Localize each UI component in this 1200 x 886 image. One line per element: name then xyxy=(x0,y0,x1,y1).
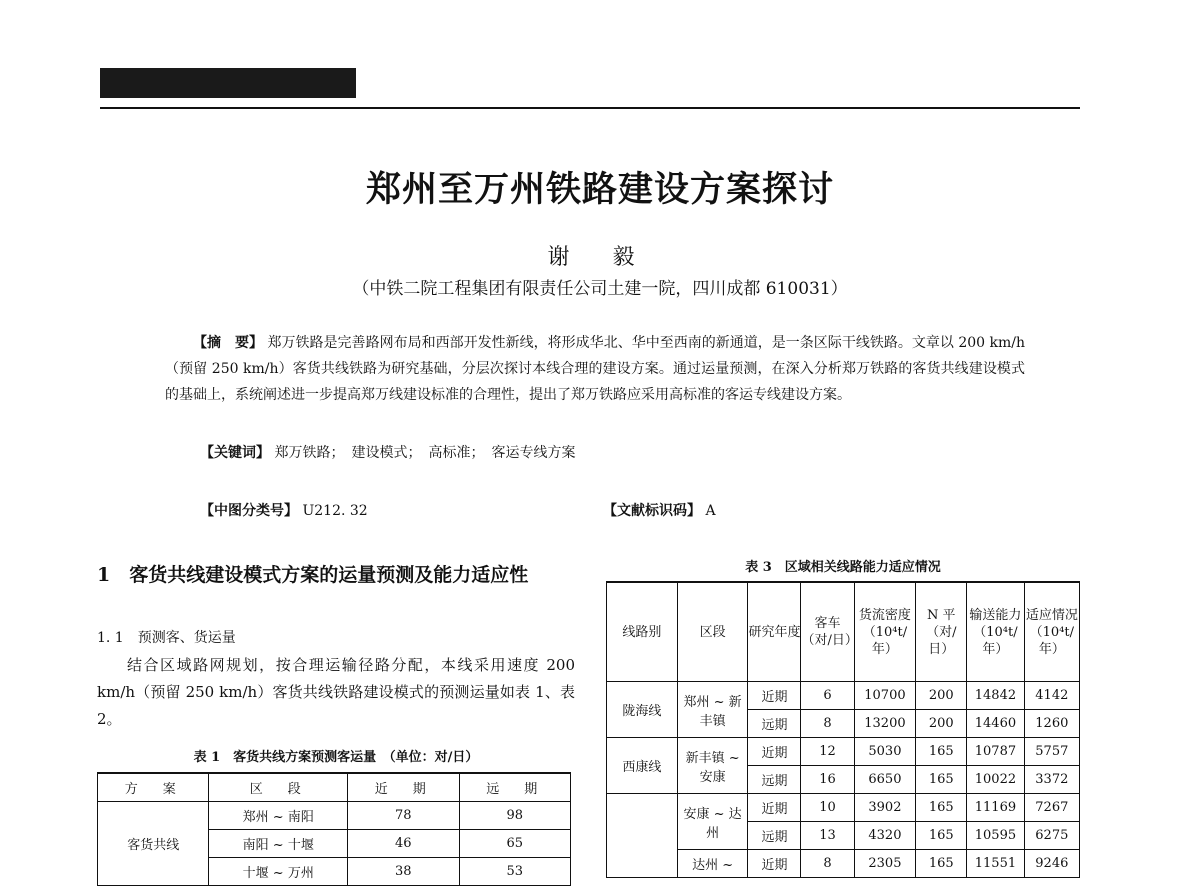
table-header-cell: 方 案 xyxy=(98,773,209,802)
year-cell: 近期 xyxy=(748,682,801,710)
year-cell: 远期 xyxy=(748,766,801,794)
adapt-cell: 5757 xyxy=(1024,738,1079,766)
n-cell: 165 xyxy=(916,794,967,822)
classification-label: 【中图分类号】 xyxy=(200,503,298,519)
capacity-cell: 10022 xyxy=(967,766,1024,794)
year-cell: 远期 xyxy=(748,822,801,850)
author: 谢 毅 xyxy=(547,245,653,270)
density-cell: 10700 xyxy=(854,682,916,710)
table-header-cell: 适应情况（10⁴t/年） xyxy=(1024,582,1079,682)
document-code-value: A xyxy=(705,503,716,519)
long-term-cell: 98 xyxy=(459,802,570,830)
document-code-label: 【文献标识码】 xyxy=(603,503,701,519)
article-title: 郑州至万州铁路建设方案探讨 xyxy=(365,169,834,210)
section-1-heading: 1 客货共线建设模式方案的运量预测及能力适应性 xyxy=(97,564,529,586)
density-cell: 4320 xyxy=(854,822,916,850)
long-term-cell: 53 xyxy=(459,858,570,886)
year-cell: 远期 xyxy=(748,710,801,738)
density-cell: 6650 xyxy=(854,766,916,794)
passenger-cell: 13 xyxy=(801,822,854,850)
section-cell: 新丰镇 ~ 安康 xyxy=(677,738,748,794)
table-1-caption: 表 1 客货共线方案预测客运量 （单位：对/日） xyxy=(193,750,479,765)
year-cell: 近期 xyxy=(748,850,801,878)
keywords-text: 郑万铁路； 建设模式； 高标准； 客运专线方案 xyxy=(274,445,576,461)
adapt-cell: 9246 xyxy=(1024,850,1079,878)
classification xyxy=(200,500,368,520)
section-cell: 郑州 ~ 南阳 xyxy=(209,802,348,830)
density-cell: 5030 xyxy=(854,738,916,766)
year-cell: 近期 xyxy=(748,738,801,766)
table-header-cell: N 平（对/日） xyxy=(916,582,967,682)
table-header-cell: 货流密度（10⁴t/年） xyxy=(854,582,916,682)
near-term-cell: 78 xyxy=(348,802,459,830)
table-row xyxy=(607,682,1080,710)
section-cell: 南阳 ~ 十堰 xyxy=(209,830,348,858)
section-cell: 安康 ~ 达州 xyxy=(677,794,748,850)
adapt-cell: 1260 xyxy=(1024,710,1079,738)
affiliation: （中铁二院工程集团有限责任公司土建一院，四川成都 610031） xyxy=(352,279,848,299)
passenger-cell: 10 xyxy=(801,794,854,822)
capacity-cell: 11169 xyxy=(967,794,1024,822)
table-1 xyxy=(97,772,571,886)
n-cell: 165 xyxy=(916,766,967,794)
section-cell: 郑州 ~ 新丰镇 xyxy=(677,682,748,738)
long-term-cell: 65 xyxy=(459,830,570,858)
n-cell: 200 xyxy=(916,710,967,738)
table-header-cell: 区段 xyxy=(677,582,748,682)
keywords xyxy=(200,442,575,462)
n-cell: 200 xyxy=(916,682,967,710)
line-cell xyxy=(607,794,678,878)
section-cell: 十堰 ~ 万州 xyxy=(209,858,348,886)
table-header-cell: 远 期 xyxy=(459,773,570,802)
table-header-cell: 输送能力（10⁴t/年） xyxy=(967,582,1024,682)
table-row xyxy=(98,802,571,830)
density-cell: 3902 xyxy=(854,794,916,822)
passenger-cell: 16 xyxy=(801,766,854,794)
adapt-cell: 6275 xyxy=(1024,822,1079,850)
body-paragraph: 结合区域路网规划，按合理运输径路分配，本线采用速度 200 km/h（预留 250 km/h）客货共线铁路建设模式的预测运量如表 1、表 2。 xyxy=(97,656,575,728)
line-cell: 陇海线 xyxy=(607,682,678,738)
classification-value: U212. 32 xyxy=(302,503,368,519)
table-row xyxy=(607,794,1080,822)
capacity-cell: 10595 xyxy=(967,822,1024,850)
line-cell: 西康线 xyxy=(607,738,678,794)
passenger-cell: 8 xyxy=(801,850,854,878)
table-3 xyxy=(606,581,1080,878)
n-cell: 165 xyxy=(916,822,967,850)
adapt-cell: 3372 xyxy=(1024,766,1079,794)
abstract-text: 郑万铁路是完善路网布局和西部开发性新线，将形成华北、华中至西南的新通道，是一条区际干线铁路。文章以 200 km/h（预留 250 km/h）客货共线铁路为研究基础，分层次探讨本线合理的建设方案。通过运量预测，在深入分析郑万铁路的客货共线建设模式的基础上，系统阐述进一步提高郑万线建设标准的合理性，提出了郑万铁路应采用高标准的客运专线建设方案。 xyxy=(165,335,1026,403)
capacity-cell: 11551 xyxy=(967,850,1024,878)
table-row xyxy=(607,850,1080,878)
scheme-cell: 客货共线 xyxy=(98,802,209,886)
passenger-cell: 6 xyxy=(801,682,854,710)
table-header-cell: 近 期 xyxy=(348,773,459,802)
abstract-label: 【摘 要】 xyxy=(193,335,264,351)
document-code xyxy=(603,500,716,520)
journal-header-bar xyxy=(100,68,356,98)
abstract xyxy=(165,330,1025,408)
capacity-cell: 14460 xyxy=(967,710,1024,738)
n-cell: 165 xyxy=(916,850,967,878)
density-cell: 2305 xyxy=(854,850,916,878)
table-header-cell: 研究年度 xyxy=(748,582,801,682)
table-header-cell: 线路别 xyxy=(607,582,678,682)
passenger-cell: 12 xyxy=(801,738,854,766)
capacity-cell: 14842 xyxy=(967,682,1024,710)
adapt-cell: 7267 xyxy=(1024,794,1079,822)
near-term-cell: 38 xyxy=(348,858,459,886)
table-header-cell: 区 段 xyxy=(209,773,348,802)
near-term-cell: 46 xyxy=(348,830,459,858)
subsection-1-1-heading: 1. 1 预测客、货运量 xyxy=(97,630,236,646)
density-cell: 13200 xyxy=(854,710,916,738)
section-cell: 达州 ~ xyxy=(677,850,748,878)
table-row xyxy=(607,738,1080,766)
header-rule xyxy=(100,107,1080,109)
adapt-cell: 4142 xyxy=(1024,682,1079,710)
n-cell: 165 xyxy=(916,738,967,766)
passenger-cell: 8 xyxy=(801,710,854,738)
table-3-caption: 表 3 区域相关线路能力适应情况 xyxy=(745,560,941,575)
table-header-cell: 客车（对/日） xyxy=(801,582,854,682)
capacity-cell: 10787 xyxy=(967,738,1024,766)
keywords-label: 【关键词】 xyxy=(200,445,270,461)
year-cell: 近期 xyxy=(748,794,801,822)
table-header-row xyxy=(607,582,1080,682)
table-header-row xyxy=(98,773,571,802)
